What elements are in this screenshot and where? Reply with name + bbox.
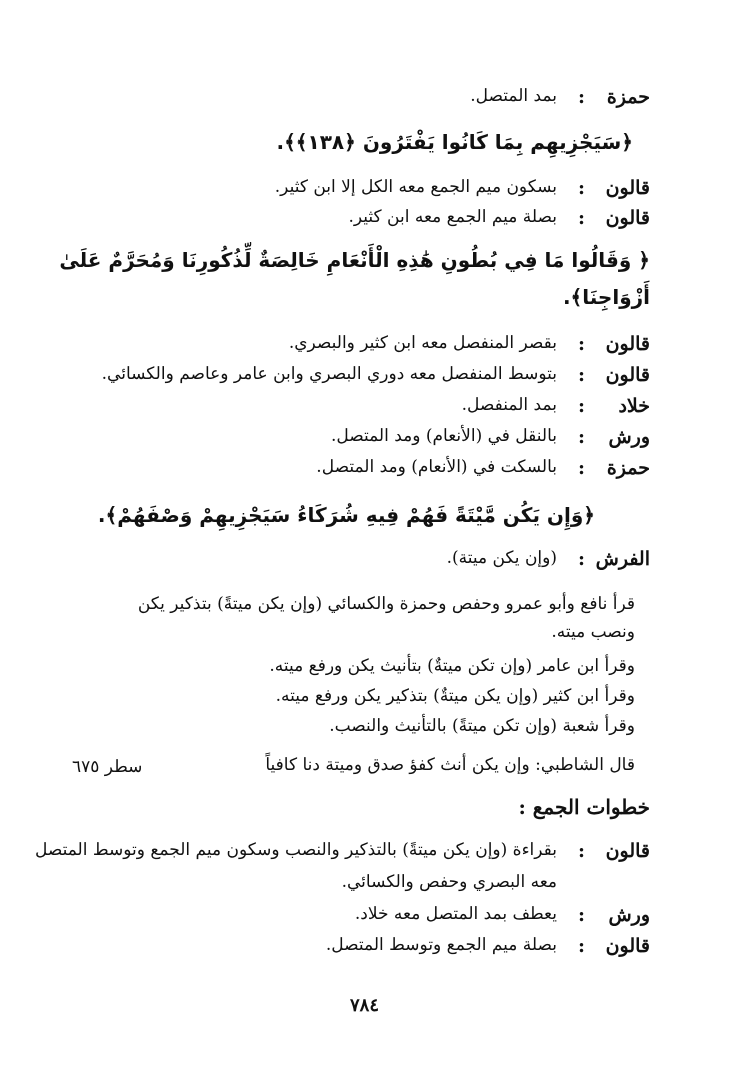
entry-text: بسكون ميم الجمع معه الكل إلا ابن كثير. — [274, 177, 557, 197]
paragraph-line: وقرأ ابن عامر (وإن تكن ميتةٌ) بتأنيث يكن ورفع ميته. — [269, 656, 635, 676]
reader-name: قالون — [605, 840, 650, 862]
quran-verse: ﴿سَيَجْزِيهِم بِمَا كَانُوا يَفْتَرُونَ ﴿١٣٨﴾﴾. — [276, 130, 633, 154]
paragraph-line: وقرأ شعبة (وإن تكن ميتةً) بالتأنيث والنصب. — [329, 716, 635, 736]
step-text: بصلة ميم الجمع وتوسط المتصل. — [325, 935, 557, 955]
reader-name: حمزة — [606, 86, 650, 108]
colon: : — [577, 333, 585, 355]
section-heading: خطوات الجمع : — [518, 795, 650, 819]
quran-verse-line: أَزْوَاجِنَا﴾. — [562, 285, 650, 309]
entry-text: بمد المنفصل. — [461, 395, 557, 415]
colon: : — [577, 364, 585, 386]
colon: : — [577, 840, 585, 862]
farsh-label: الفرش — [595, 548, 650, 570]
reader-name: ورش — [608, 904, 650, 926]
colon: : — [577, 177, 585, 199]
colon: : — [577, 935, 585, 957]
step-text: بقراءة (وإن يكن ميتةً) بالتذكير والنصب وسكون ميم الجمع وتوسط المتصل — [34, 840, 557, 860]
reader-name: ورش — [608, 426, 650, 448]
quran-verse: ﴿وَإِن يَكُن مَّيْتَةً فَهُمْ فِيهِ شُرَكَاءُ سَيَجْزِيهِمْ وَصْفَهُمْ﴾. — [97, 503, 595, 527]
paragraph-line: قرأ نافع وأبو عمرو وحفص وحمزة والكسائي (وإن يكن ميتةً) بتذكير يكن — [137, 594, 635, 614]
entry-text: بمد المتصل. — [470, 86, 557, 106]
reader-name: خلاد — [618, 395, 650, 417]
colon: : — [577, 395, 585, 417]
colon: : — [577, 86, 585, 108]
paragraph-line: ونصب ميته. — [551, 622, 635, 642]
entry-text: بقصر المنفصل معه ابن كثير والبصري. — [288, 333, 557, 353]
entry-text: بتوسط المنفصل معه دوري البصري وابن عامر وعاصم والكسائي. — [101, 364, 557, 384]
page-number: ٧٨٤ — [350, 995, 380, 1016]
reader-name: حمزة — [606, 457, 650, 479]
reader-name: قالون — [605, 207, 650, 229]
entry-text: بصلة ميم الجمع معه ابن كثير. — [348, 207, 557, 227]
reader-name: قالون — [605, 333, 650, 355]
entry-text: بالسكت في (الأنعام) ومد المتصل. — [316, 457, 557, 477]
colon: : — [577, 548, 585, 570]
quran-verse-line: ﴿ وَقَالُوا مَا فِي بُطُونِ هَٰذِهِ الْأَنْعَامِ خَالِصَةٌ لِّذُكُورِنَا وَمُحَرَّمٌ عَلَىٰ — [59, 248, 650, 272]
entry-text: بالنقل في (الأنعام) ومد المتصل. — [330, 426, 557, 446]
colon: : — [577, 904, 585, 926]
paragraph-line: وقرأ ابن كثير (وإن يكن ميتةٌ) بتذكير يكن ورفع ميته. — [275, 686, 635, 706]
colon: : — [577, 426, 585, 448]
line-reference: سطر ٦٧٥ — [72, 757, 143, 777]
colon: : — [577, 207, 585, 229]
reader-name: قالون — [605, 935, 650, 957]
shatibi-quote: قال الشاطبي: وإن يكن أنث كفؤ صدق وميتة دنا كافياً — [265, 755, 635, 775]
farsh-text: (وإن يكن ميتة). — [446, 548, 557, 568]
reader-name: قالون — [605, 364, 650, 386]
step-text: يعطف بمد المتصل معه خلاد. — [354, 904, 557, 924]
reader-name: قالون — [605, 177, 650, 199]
colon: : — [577, 457, 585, 479]
step-text-continuation: معه البصري وحفص والكسائي. — [341, 872, 557, 892]
